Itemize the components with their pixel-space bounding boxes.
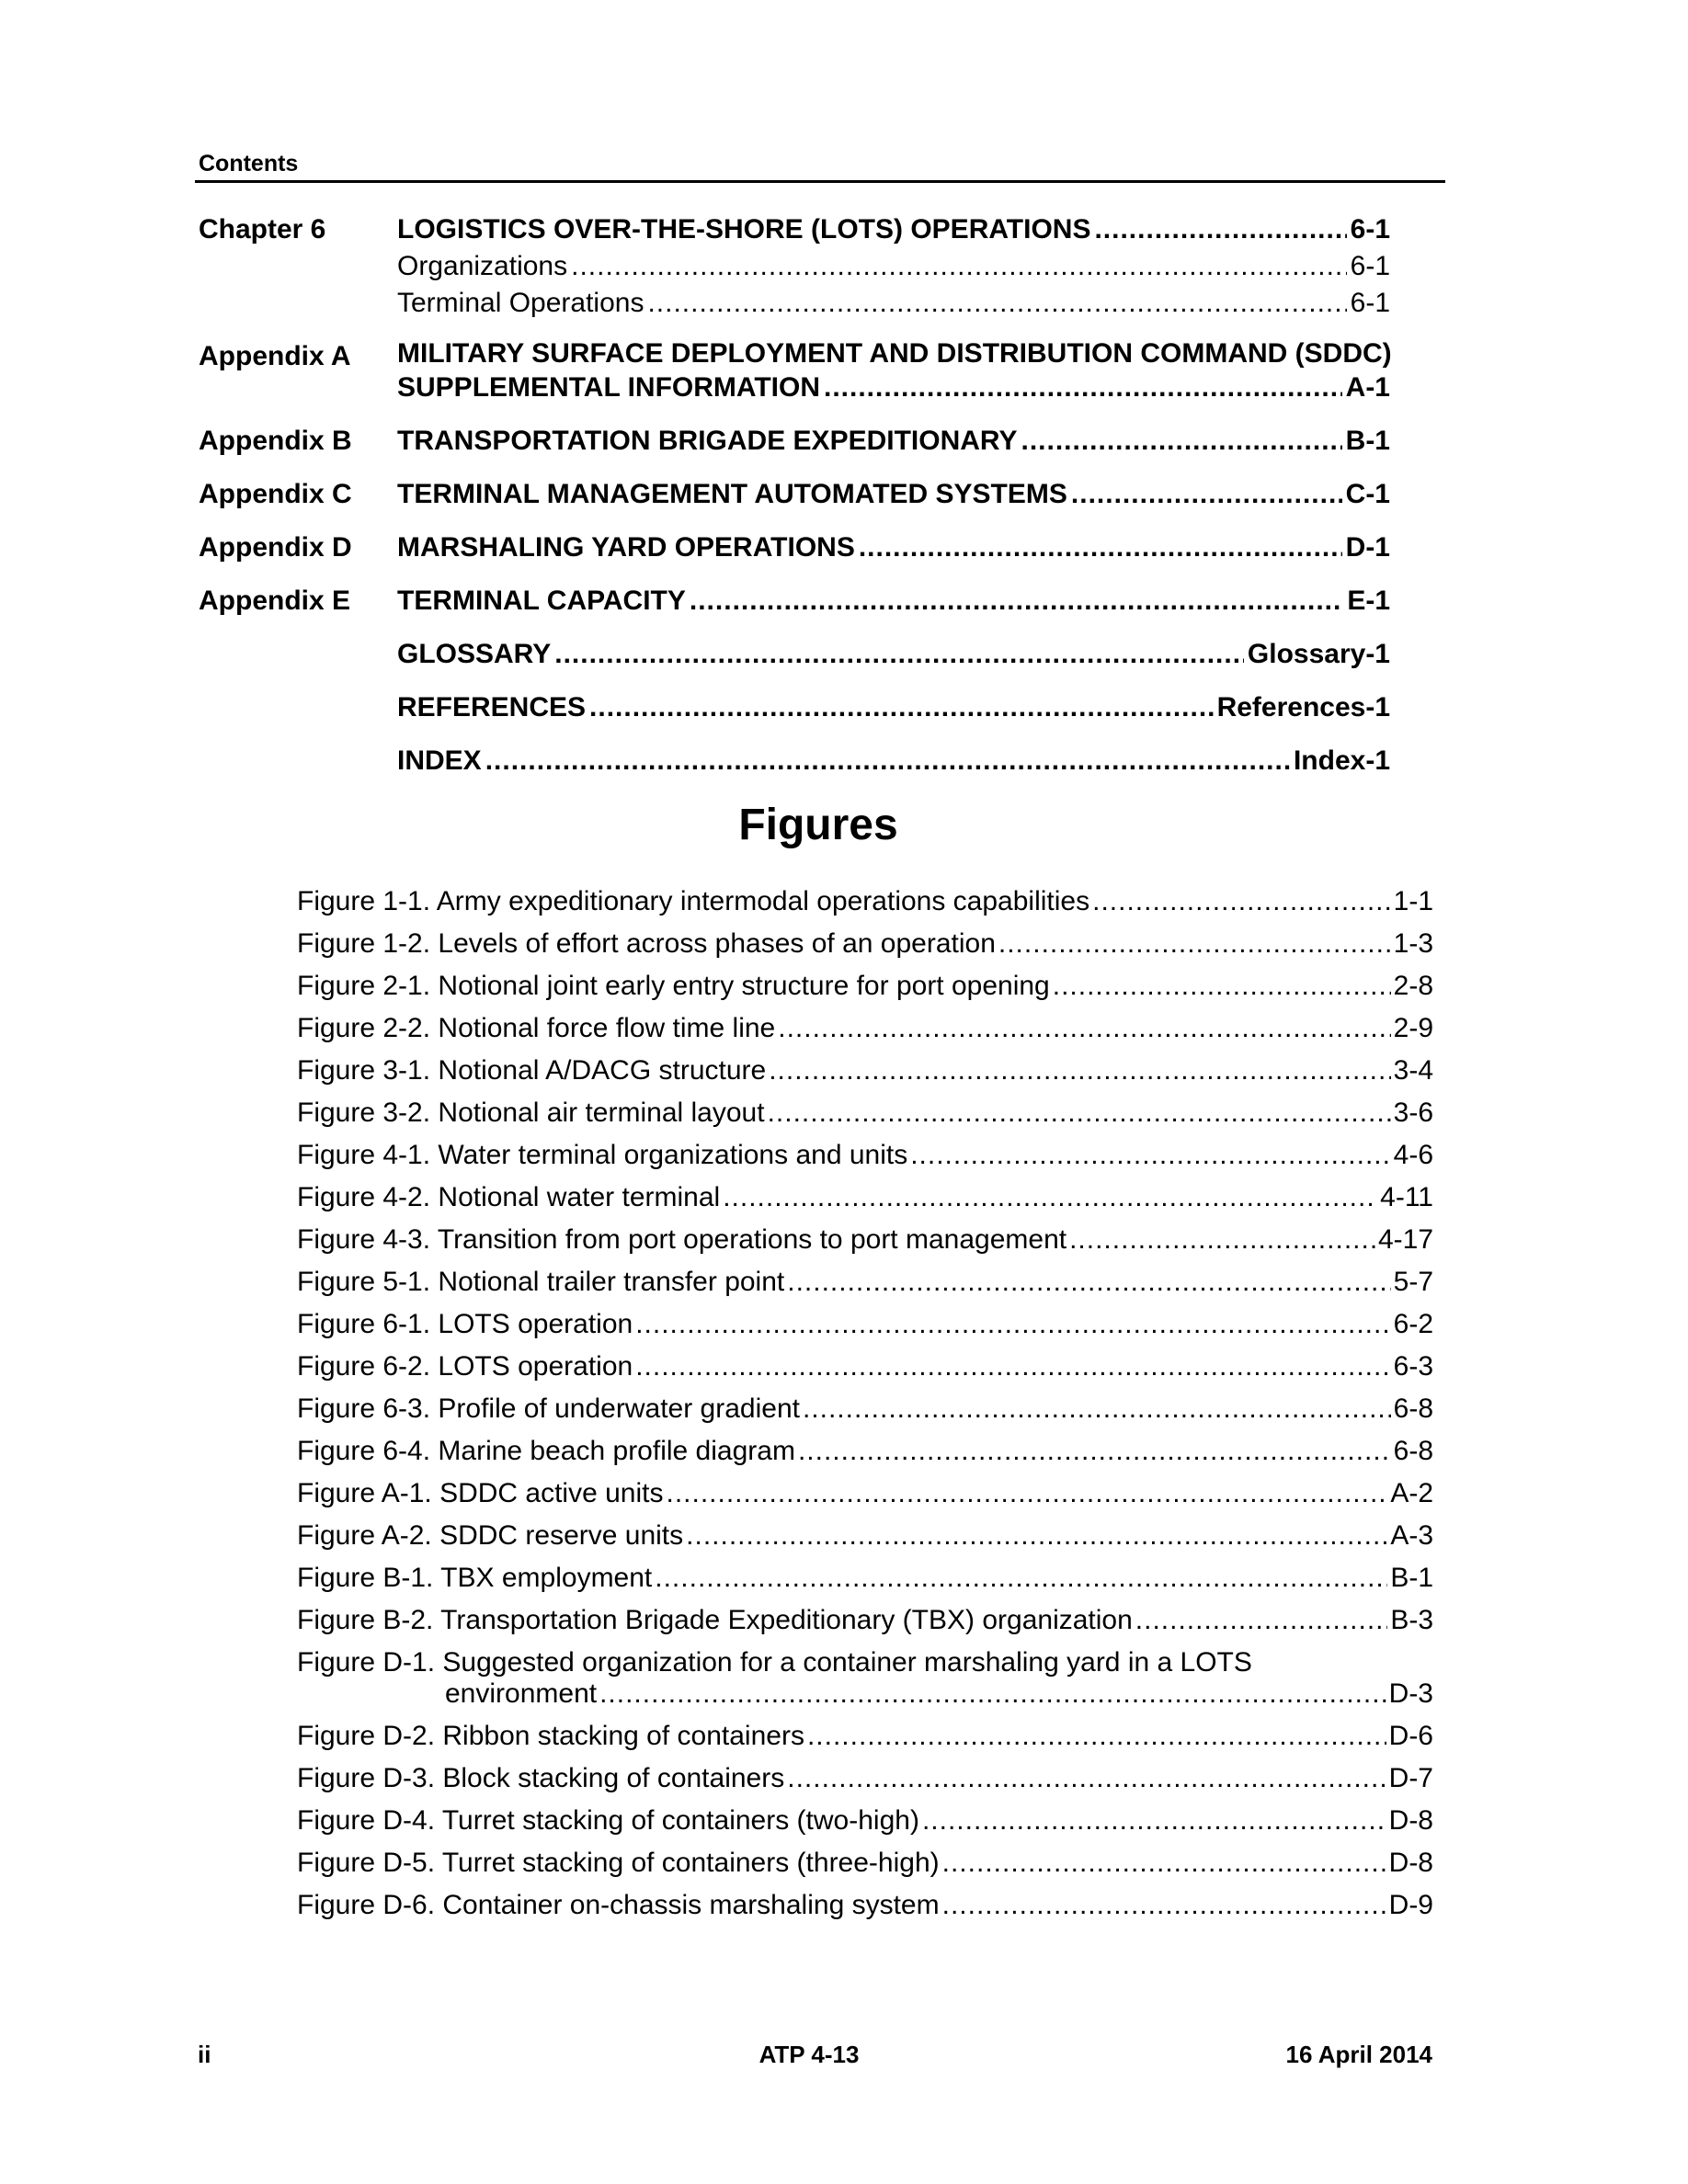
figure-entry[interactable]	[297, 1092, 1433, 1134]
footer-doc-id: ATP 4-13	[758, 2041, 860, 2068]
figure-title: Figure A-2. SDDC reserve units	[297, 1520, 684, 1551]
figure-page: 3-4	[1393, 1055, 1433, 1086]
figure-page: 6-3	[1393, 1351, 1433, 1382]
figure-page: 4-11	[1380, 1182, 1433, 1212]
dot-leader	[554, 636, 1244, 673]
toc-entry-title: INDEX	[397, 745, 482, 776]
figure-entry[interactable]	[297, 1557, 1433, 1599]
toc-subentry[interactable]	[397, 285, 1390, 322]
dot-leader	[635, 1346, 1390, 1388]
figure-page: B-1	[1390, 1563, 1433, 1593]
dot-leader	[599, 1678, 1386, 1710]
figure-entry[interactable]	[297, 881, 1433, 923]
figure-entry[interactable]	[297, 1303, 1433, 1346]
dot-leader	[778, 1007, 1390, 1050]
toc-entry-index[interactable]	[199, 743, 1394, 779]
figure-page: D-6	[1388, 1721, 1433, 1751]
toc-entry-label: Appendix B	[199, 426, 352, 456]
toc-entry-references[interactable]	[199, 689, 1394, 726]
table-of-contents	[199, 211, 1394, 796]
figure-title: Figure A-1. SDDC active units	[297, 1478, 664, 1508]
dot-leader	[769, 1050, 1390, 1092]
figure-entry[interactable]	[297, 1050, 1433, 1092]
figure-entry[interactable]	[297, 1842, 1433, 1884]
toc-entry-appendix-a[interactable]	[199, 338, 1394, 406]
dot-leader	[942, 1842, 1386, 1884]
toc-entry-title: REFERENCES	[397, 692, 587, 722]
toc-subentry-page: 6-1	[1350, 251, 1390, 281]
toc-entry-page: A-1	[1345, 372, 1390, 403]
toc-entry-title: TERMINAL CAPACITY	[397, 586, 686, 616]
dot-leader	[998, 923, 1391, 965]
toc-entry-page: 6-1	[1350, 214, 1390, 245]
dot-leader	[666, 1473, 1387, 1515]
figure-title: Figure 3-2. Notional air terminal layout	[297, 1098, 765, 1128]
dot-leader	[1021, 423, 1341, 460]
figure-title: Figure 6-1. LOTS operation	[297, 1309, 633, 1339]
toc-entry-chapter-6[interactable]	[199, 211, 1394, 322]
figure-entry[interactable]	[297, 1261, 1433, 1303]
figure-page: 4-6	[1393, 1140, 1433, 1170]
figure-title: Figure B-1. TBX employment	[297, 1563, 653, 1593]
figure-title: Figure 5-1. Notional trailer transfer point	[297, 1267, 785, 1297]
figure-entry[interactable]	[297, 1715, 1433, 1757]
figure-page: D-3	[1388, 1678, 1433, 1709]
dot-leader	[1094, 211, 1346, 248]
toc-entry-appendix-e[interactable]	[199, 583, 1394, 620]
dot-leader	[1135, 1599, 1388, 1642]
toc-entry-page: D-1	[1345, 532, 1390, 563]
toc-entry-label	[199, 689, 397, 726]
figure-page: B-3	[1390, 1605, 1433, 1635]
dot-leader	[686, 1515, 1387, 1557]
dot-leader	[589, 689, 1214, 726]
toc-entry-title: MARSHALING YARD OPERATIONS	[397, 532, 855, 563]
figure-page: 2-8	[1393, 971, 1433, 1001]
dot-leader	[1069, 1219, 1375, 1261]
toc-entry-label: Appendix A	[199, 341, 351, 371]
figure-title: Figure 6-4. Marine beach profile diagram	[297, 1436, 795, 1466]
figure-title: Figure 4-2. Notional water terminal	[297, 1182, 721, 1212]
dot-leader	[824, 370, 1342, 406]
toc-entry-title: SUPPLEMENTAL INFORMATION	[397, 372, 820, 403]
toc-entry-title: TRANSPORTATION BRIGADE EXPEDITIONARY	[397, 426, 1018, 456]
figure-entry[interactable]	[297, 1007, 1433, 1050]
figure-entry[interactable]	[297, 1177, 1433, 1219]
toc-entry-label: Chapter 6	[199, 214, 326, 245]
figure-title: Figure 6-3. Profile of underwater gradient	[297, 1393, 800, 1424]
figure-title: Figure D-3. Block stacking of containers	[297, 1763, 785, 1793]
figure-title: Figure 3-1. Notional A/DACG structure	[297, 1055, 767, 1086]
toc-entry-title: LOGISTICS OVER-THE-SHORE (LOTS) OPERATIONS	[397, 214, 1091, 245]
figure-entry[interactable]	[297, 1219, 1433, 1261]
toc-entry-title: GLOSSARY	[397, 639, 552, 669]
figure-page: 5-7	[1393, 1267, 1433, 1297]
toc-entry-label	[199, 636, 397, 673]
dot-leader	[768, 1092, 1391, 1134]
figure-entry[interactable]	[297, 1388, 1433, 1430]
dot-leader	[690, 583, 1343, 620]
figure-page: 3-6	[1393, 1098, 1433, 1128]
dot-leader	[787, 1261, 1390, 1303]
figure-page: 6-8	[1393, 1436, 1433, 1466]
figure-title: Figure D-4. Turret stacking of containers (two-high)	[297, 1805, 919, 1836]
figures-heading: Figures	[738, 801, 898, 849]
dot-leader	[798, 1430, 1391, 1473]
figure-entry[interactable]	[297, 1134, 1433, 1177]
figure-title: Figure D-6. Container on-chassis marshaling system	[297, 1890, 940, 1920]
dot-leader	[723, 1177, 1377, 1219]
dot-leader	[647, 285, 1346, 322]
figure-entry[interactable]	[297, 1800, 1433, 1842]
dot-leader	[910, 1134, 1390, 1177]
figure-title: Figure 4-3. Transition from port operations to port management	[297, 1224, 1067, 1255]
figure-entry[interactable]	[297, 1757, 1433, 1800]
figure-entry[interactable]	[297, 1346, 1433, 1388]
figure-page: A-2	[1390, 1478, 1433, 1508]
figure-page: D-9	[1388, 1890, 1433, 1920]
figure-title: Figure B-2. Transportation Brigade Expeditionary (TBX) organization	[297, 1605, 1133, 1635]
toc-subentry-title: Organizations	[397, 251, 568, 281]
toc-entry-title: TERMINAL MANAGEMENT AUTOMATED SYSTEMS	[397, 479, 1067, 509]
figure-title: Figure 1-2. Levels of effort across phases of an operation	[297, 928, 996, 959]
dot-leader	[1071, 476, 1342, 513]
figure-page: A-3	[1390, 1520, 1433, 1551]
footer-date: 16 April 2014	[1285, 2041, 1432, 2068]
toc-entry-glossary[interactable]	[199, 636, 1394, 673]
toc-entry-label: Appendix C	[199, 479, 352, 509]
dot-leader	[787, 1757, 1386, 1800]
toc-entry-page: Index-1	[1293, 745, 1390, 776]
dot-leader	[1053, 965, 1391, 1007]
figure-page: D-8	[1388, 1848, 1433, 1878]
dot-leader	[485, 743, 1290, 779]
dot-leader	[635, 1303, 1390, 1346]
toc-entry-page: E-1	[1347, 586, 1390, 616]
figure-entry[interactable]	[297, 1884, 1433, 1927]
figure-entry[interactable]	[297, 923, 1433, 965]
figure-entry[interactable]	[297, 1599, 1433, 1642]
figure-page: 4-17	[1377, 1224, 1433, 1255]
dot-leader	[942, 1884, 1386, 1927]
figure-page: 6-8	[1393, 1393, 1433, 1424]
figure-title: Figure D-5. Turret stacking of containers (three-high)	[297, 1848, 940, 1878]
footer-page-number: ii	[198, 2041, 211, 2068]
figure-title: Figure 4-1. Water terminal organizations and units	[297, 1140, 908, 1170]
dot-leader	[655, 1557, 1387, 1599]
toc-entry-label: Appendix D	[199, 532, 352, 563]
figure-title: Figure 2-1. Notional joint early entry structure for port opening	[297, 971, 1050, 1001]
toc-entry-page: C-1	[1345, 479, 1390, 509]
figure-page: 6-2	[1393, 1309, 1433, 1339]
toc-entry-label: Appendix E	[199, 586, 351, 616]
figure-title-line2: environment	[445, 1678, 598, 1709]
figure-entry[interactable]	[297, 1515, 1433, 1557]
dot-leader	[922, 1800, 1386, 1842]
figure-entry[interactable]	[297, 965, 1433, 1007]
toc-entry-title-line1: MILITARY SURFACE DEPLOYMENT AND DISTRIBUTION COMMAND (SDDC)	[397, 338, 1392, 369]
figure-title-line1: Figure D-1. Suggested organization for a container marshaling yard in a LOTS	[297, 1647, 1252, 1678]
dot-leader	[859, 529, 1342, 566]
figure-page: 1-1	[1393, 886, 1433, 916]
figure-title: Figure 6-2. LOTS operation	[297, 1351, 633, 1382]
figure-page: D-8	[1388, 1805, 1433, 1836]
figure-title: Figure 2-2. Notional force flow time line	[297, 1013, 776, 1043]
dot-leader	[571, 248, 1347, 285]
dot-leader	[807, 1715, 1386, 1757]
figure-entry-multiline[interactable]	[297, 1647, 1433, 1710]
toc-entry-appendix-d[interactable]	[199, 529, 1394, 566]
figure-entry[interactable]	[297, 1473, 1433, 1515]
running-header	[195, 147, 1445, 183]
figure-page: 1-3	[1393, 928, 1433, 959]
figure-title: Figure 1-1. Army expeditionary intermodal operations capabilities	[297, 886, 1090, 916]
figure-entry[interactable]	[297, 1430, 1433, 1473]
toc-entry-page: Glossary-1	[1247, 639, 1390, 669]
toc-entry-appendix-c[interactable]	[199, 476, 1394, 513]
toc-subentry-title: Terminal Operations	[397, 288, 644, 318]
figure-title: Figure D-2. Ribbon stacking of containers	[297, 1721, 804, 1751]
dot-leader	[803, 1388, 1391, 1430]
figures-list	[297, 881, 1433, 1927]
figure-page: D-7	[1388, 1763, 1433, 1793]
toc-entry-appendix-b[interactable]	[199, 423, 1394, 460]
toc-entry-page: B-1	[1345, 426, 1390, 456]
toc-entry-label	[199, 743, 397, 779]
header-title: Contents	[199, 151, 299, 176]
dot-leader	[1092, 881, 1391, 923]
figure-page: 2-9	[1393, 1013, 1433, 1043]
toc-entry-page: References-1	[1216, 692, 1390, 722]
toc-subentry[interactable]	[397, 248, 1390, 285]
toc-subentry-page: 6-1	[1350, 288, 1390, 318]
